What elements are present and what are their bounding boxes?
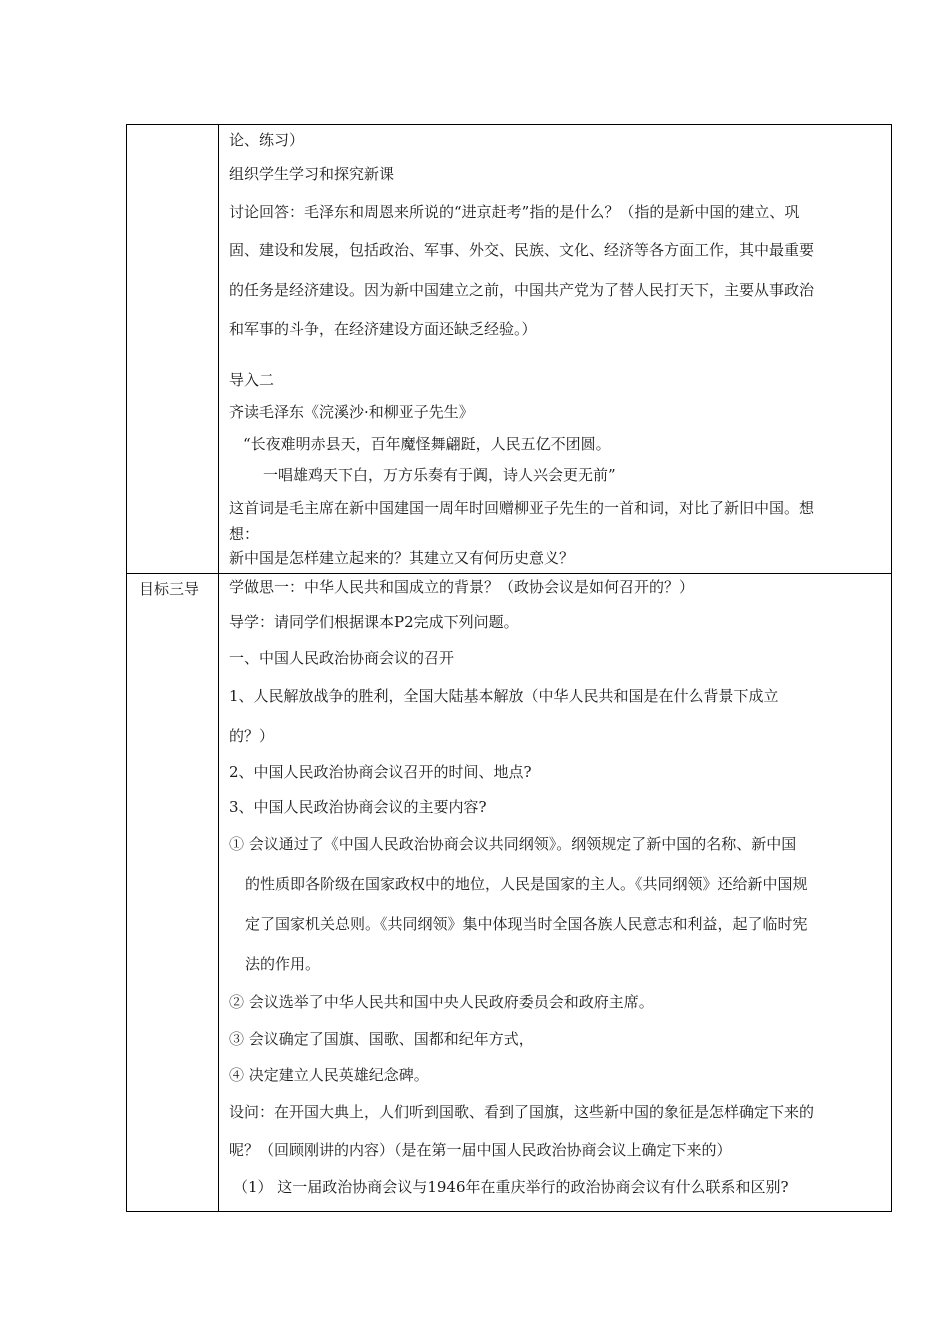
text-line: ② 会议选举了中华人民共和国中央人民政府委员会和政府主席。 xyxy=(229,993,654,1011)
text-line: 论、练习） xyxy=(229,131,305,149)
text-line: 的？） xyxy=(229,727,275,745)
text-line: 新中国是怎样建立起来的？其建立又有何历史意义？ xyxy=(229,549,575,567)
text-line: ④ 决定建立人民英雄纪念碑。 xyxy=(229,1066,429,1084)
text-line: 导学：请同学们根据课本P2完成下列问题。 xyxy=(229,613,519,631)
text-line: 的任务是经济建设。因为新中国建立之前，中国共产党为了替人民打天下，主要从事政治 xyxy=(229,281,815,299)
lesson-table xyxy=(126,124,892,1212)
text-line: 和军事的斗争，在经济建设方面还缺乏经验。） xyxy=(229,320,537,338)
text-line: 固、建设和发展，包括政治、军事、外交、民族、文化、经济等各方面工作，其中最重要 xyxy=(229,241,815,259)
text-line: 学做思一：中华人民共和国成立的背景？（政协会议是如何召开的？） xyxy=(229,578,695,596)
text-line: 这首词是毛主席在新中国建国一周年时回赠柳亚子先生的一首和词，对比了新旧中国。想 xyxy=(229,499,815,517)
text-line: 法的作用。 xyxy=(245,955,321,973)
text-line: ① 会议通过了《中国人民政治协商会议共同纲领》。纲领规定了新中国的名称、新中国 xyxy=(229,835,797,853)
section-label: 目标三导 xyxy=(139,580,200,598)
text-line: 设问：在开国大典上，人们听到国歌、看到了国旗，这些新中国的象征是怎样确定下来的 xyxy=(229,1103,815,1121)
text-line: 导入二 xyxy=(229,371,275,389)
text-line: 组织学生学习和探究新课 xyxy=(229,165,395,183)
text-line: 2、中国人民政治协商会议召开的时间、地点? xyxy=(229,763,532,781)
text-line: 一、中国人民政治协商会议的召开 xyxy=(229,649,455,667)
text-line: 1、人民解放战争的胜利，全国大陆基本解放（中华人民共和国是在什么背景下成立 xyxy=(229,687,779,705)
text-line: 定了国家机关总则。《共同纲领》集中体现当时全国各族人民意志和利益，起了临时宪 xyxy=(245,915,808,933)
text-line: 呢？（回顾刚讲的内容）（是在第一届中国人民政治协商会议上确定下来的） xyxy=(229,1141,732,1159)
text-line: 讨论回答：毛泽东和周恩来所说的“进京赶考”指的是什么？（指的是新中国的建立、巩 xyxy=(229,203,800,221)
text-line: 想： xyxy=(229,525,260,543)
text-line: ③ 会议确定了国旗、国歌、国都和纪年方式， xyxy=(229,1030,534,1048)
text-line: 的性质即各阶级在国家政权中的地位，人民是国家的主人。《共同纲领》还给新中国规 xyxy=(245,875,808,893)
poem-line: 一唱雄鸡天下白，万方乐奏有于阗，诗人兴会更无前” xyxy=(263,466,616,484)
column-divider xyxy=(218,125,219,1211)
text-line: 3、中国人民政治协商会议的主要内容? xyxy=(229,798,487,816)
poem-line: “长夜难明赤县天，百年魔怪舞翩跹，人民五亿不团圆。 xyxy=(243,435,611,453)
text-line: （1） 这一届政治协商会议与1946年在重庆举行的政治协商会议有什么联系和区别? xyxy=(233,1178,789,1196)
row-divider xyxy=(127,573,891,574)
text-line: 齐读毛泽东《浣溪沙·和柳亚子先生》 xyxy=(229,403,474,421)
